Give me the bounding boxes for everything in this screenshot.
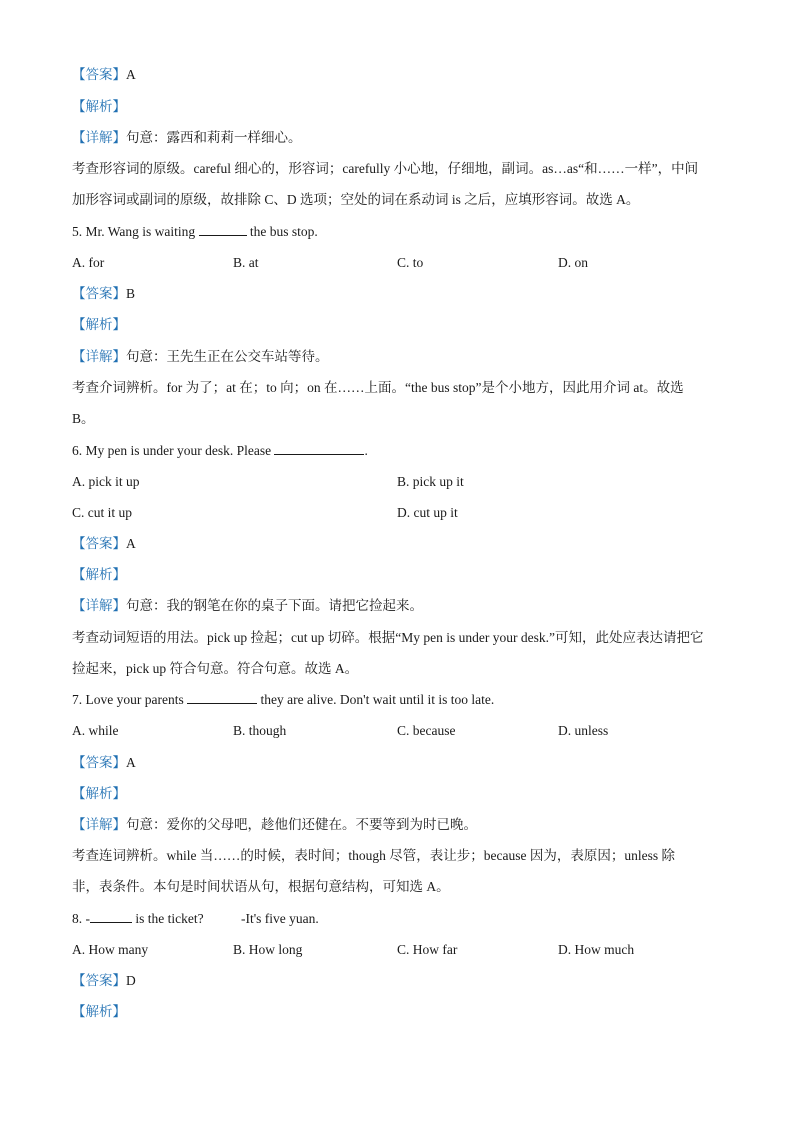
- detail-text: 句意：我的钢笔在你的桌子下面。请把它捡起来。: [126, 598, 423, 613]
- option-d: D. How much: [558, 942, 635, 957]
- detail-line: [72, 815, 477, 835]
- explanation-line: 考查动词短语的用法。pick up 捡起；cut up 切碎。根据“My pen is under your desk.”可知，此处应表达请把它: [72, 630, 704, 645]
- answer-blank: [274, 441, 364, 455]
- answer-value: A: [126, 755, 136, 770]
- answer-label: 【答案】: [72, 755, 126, 770]
- detail-label: 【详解】: [72, 598, 126, 613]
- explanation-line: 考查介词辨析。for 为了；at 在；to 向；on 在……上面。“the bus stop”是个小地方，因此用介词 at。故选: [72, 380, 684, 395]
- option-b: B. at: [233, 255, 259, 270]
- option-d: D. on: [558, 255, 588, 270]
- explanation-line: B。: [72, 411, 95, 426]
- option-b: B. though: [233, 723, 287, 738]
- answer-line: [72, 65, 136, 85]
- answer-line: [72, 284, 135, 304]
- option-d: D. cut up it: [397, 505, 458, 520]
- explanation-line: 考查连词辨析。while 当……的时候，表时间；though 尽管，表让步；because 因为，表原因；unless 除: [72, 848, 675, 863]
- answer-line: [72, 534, 136, 554]
- explanation-line: 考查形容词的原级。careful 细心的，形容词；carefully 小心地，仔细地，副词。as…as“和……一样”，中间: [72, 161, 699, 176]
- answer-label: 【答案】: [72, 536, 126, 551]
- question-stem: 6. My pen is under your desk. Please .: [72, 443, 368, 458]
- answer-value: D: [126, 973, 136, 988]
- option-b: B. pick up it: [397, 474, 464, 489]
- option-a: A. pick it up: [72, 474, 140, 489]
- explanation-line: 加形容词或副词的原级，故排除 C、D 选项；空处的词在系动词 is 之后，应填形容词。故选 A。: [72, 192, 640, 207]
- detail-text: 句意：爱你的父母吧，趁他们还健在。不要等到为时已晚。: [126, 817, 477, 832]
- answer-blank: [187, 690, 257, 704]
- detail-text: 句意：露西和莉莉一样细心。: [126, 130, 302, 145]
- answer-value: A: [126, 536, 136, 551]
- answer-blank: [199, 222, 247, 236]
- option-c: C. to: [397, 255, 424, 270]
- answer-blank: [90, 909, 132, 923]
- option-d: D. unless: [558, 723, 609, 738]
- option-b: B. How long: [233, 942, 303, 957]
- option-c: C. How far: [397, 942, 458, 957]
- analysis-label: 【解析】: [72, 317, 126, 332]
- option-c: C. cut it up: [72, 505, 132, 520]
- detail-label: 【详解】: [72, 130, 126, 145]
- detail-text: 句意：王先生正在公交车站等待。: [126, 349, 329, 364]
- option-a: A. for: [72, 255, 105, 270]
- analysis-label: 【解析】: [72, 786, 126, 801]
- option-a: A. How many: [72, 942, 149, 957]
- detail-label: 【详解】: [72, 349, 126, 364]
- question-stem: 5. Mr. Wang is waiting the bus stop.: [72, 224, 318, 239]
- explanation-line: 非，表条件。本句是时间状语从句，根据句意结构，可知选 A。: [72, 879, 450, 894]
- question-stem: 8. - is the ticket?: [72, 911, 204, 926]
- answer-value: B: [126, 286, 136, 301]
- option-c: C. because: [397, 723, 456, 738]
- detail-line: [72, 347, 329, 367]
- answer-label: 【答案】: [72, 286, 126, 301]
- detail-label: 【详解】: [72, 817, 126, 832]
- answer-label: 【答案】: [72, 67, 126, 82]
- question-stem: 7. Love your parents they are alive. Don't wait until it is too late.: [72, 692, 495, 707]
- answer-line: [72, 971, 136, 991]
- detail-line: [72, 596, 423, 616]
- analysis-label: 【解析】: [72, 1004, 126, 1019]
- analysis-label: 【解析】: [72, 99, 126, 114]
- answer-label: 【答案】: [72, 973, 126, 988]
- option-a: A. while: [72, 723, 119, 738]
- analysis-label: 【解析】: [72, 567, 126, 582]
- answer-line: [72, 753, 136, 773]
- explanation-line: 捡起来，pick up 符合句意。符合句意。故选 A。: [72, 661, 359, 676]
- answer-value: A: [126, 67, 136, 82]
- dialogue-reply: -It's five yuan.: [241, 911, 319, 926]
- detail-line: [72, 128, 302, 148]
